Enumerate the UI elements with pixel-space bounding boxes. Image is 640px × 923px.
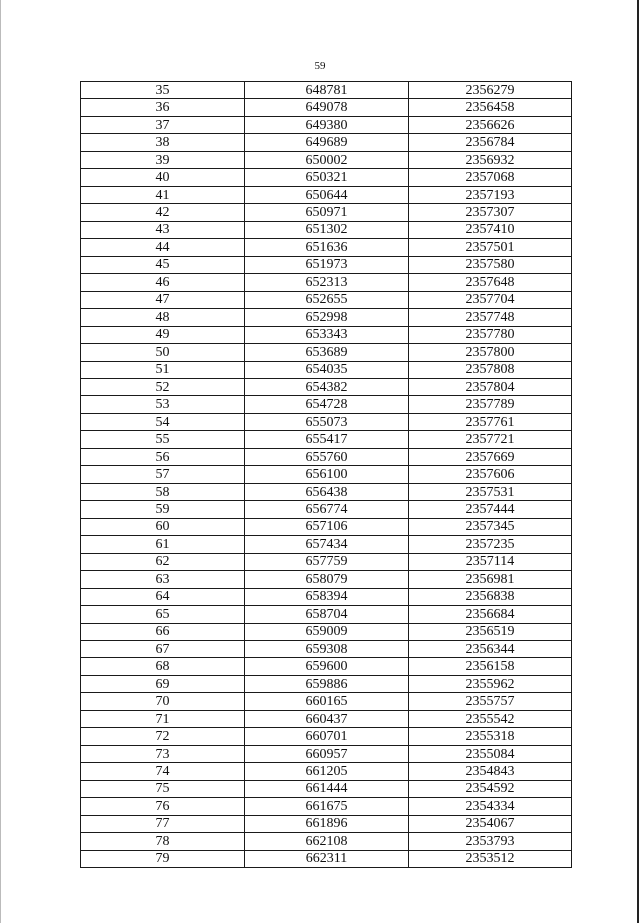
point-number-cell: 47 [81,291,245,308]
point-number-cell: 72 [81,728,245,745]
x-coordinate-cell: 657106 [245,518,409,535]
point-number-cell: 60 [81,518,245,535]
x-coordinate-cell: 656774 [245,501,409,518]
table-row [81,501,572,518]
y-coordinate-cell: 2356684 [409,606,572,623]
table-row [81,728,572,745]
table-row [81,571,572,588]
table-row [81,82,572,99]
point-number-cell: 71 [81,710,245,727]
x-coordinate-cell: 662108 [245,833,409,850]
point-number-cell: 79 [81,850,245,867]
x-coordinate-cell: 649689 [245,134,409,151]
y-coordinate-cell: 2357721 [409,431,572,448]
table-row [81,483,572,500]
point-number-cell: 65 [81,606,245,623]
table-row [81,239,572,256]
y-coordinate-cell: 2355542 [409,710,572,727]
x-coordinate-cell: 649078 [245,99,409,116]
point-number-cell: 53 [81,396,245,413]
table-row [81,431,572,448]
point-number-cell: 76 [81,798,245,815]
page-left-edge [0,0,1,923]
point-number-cell: 51 [81,361,245,378]
x-coordinate-cell: 648781 [245,82,409,99]
y-coordinate-cell: 2353793 [409,833,572,850]
point-number-cell: 37 [81,116,245,133]
x-coordinate-cell: 651636 [245,239,409,256]
y-coordinate-cell: 2357780 [409,326,572,343]
x-coordinate-cell: 659308 [245,641,409,658]
point-number-cell: 52 [81,378,245,395]
x-coordinate-cell: 657759 [245,553,409,570]
table-row [81,378,572,395]
x-coordinate-cell: 649380 [245,116,409,133]
y-coordinate-cell: 2357444 [409,501,572,518]
table-row [81,344,572,361]
y-coordinate-cell: 2354067 [409,815,572,832]
y-coordinate-cell: 2356458 [409,99,572,116]
table-row [81,833,572,850]
point-number-cell: 49 [81,326,245,343]
point-number-cell: 54 [81,413,245,430]
point-number-cell: 74 [81,763,245,780]
y-coordinate-cell: 2357410 [409,221,572,238]
x-coordinate-cell: 653689 [245,344,409,361]
table-row [81,606,572,623]
point-number-cell: 38 [81,134,245,151]
table-row [81,466,572,483]
table-row [81,518,572,535]
point-number-cell: 59 [81,501,245,518]
y-coordinate-cell: 2357235 [409,536,572,553]
point-number-cell: 73 [81,745,245,762]
point-number-cell: 61 [81,536,245,553]
y-coordinate-cell: 2354334 [409,798,572,815]
point-number-cell: 39 [81,151,245,168]
y-coordinate-cell: 2357704 [409,291,572,308]
table-row [81,256,572,273]
point-number-cell: 35 [81,82,245,99]
y-coordinate-cell: 2356279 [409,82,572,99]
y-coordinate-cell: 2357068 [409,169,572,186]
point-number-cell: 70 [81,693,245,710]
table-row [81,745,572,762]
y-coordinate-cell: 2355084 [409,745,572,762]
table-row [81,361,572,378]
x-coordinate-cell: 650321 [245,169,409,186]
table-row [81,186,572,203]
table-row [81,588,572,605]
x-coordinate-cell: 661205 [245,763,409,780]
table-row [81,658,572,675]
table-row [81,763,572,780]
table-row [81,798,572,815]
y-coordinate-cell: 2355962 [409,675,572,692]
table-row [81,134,572,151]
page-number: 59 [314,60,326,72]
x-coordinate-cell: 659886 [245,675,409,692]
x-coordinate-cell: 659009 [245,623,409,640]
point-number-cell: 68 [81,658,245,675]
y-coordinate-cell: 2357193 [409,186,572,203]
y-coordinate-cell: 2357531 [409,483,572,500]
table-row [81,641,572,658]
table-row [81,413,572,430]
point-number-cell: 56 [81,448,245,465]
x-coordinate-cell: 660437 [245,710,409,727]
table-row [81,675,572,692]
x-coordinate-cell: 658394 [245,588,409,605]
x-coordinate-cell: 661444 [245,780,409,797]
point-number-cell: 48 [81,309,245,326]
x-coordinate-cell: 660701 [245,728,409,745]
y-coordinate-cell: 2354843 [409,763,572,780]
point-number-cell: 78 [81,833,245,850]
y-coordinate-cell: 2357808 [409,361,572,378]
x-coordinate-cell: 660165 [245,693,409,710]
y-coordinate-cell: 2357761 [409,413,572,430]
y-coordinate-cell: 2356981 [409,571,572,588]
table-row [81,99,572,116]
table-body [81,82,572,868]
table-row [81,710,572,727]
y-coordinate-cell: 2357501 [409,239,572,256]
y-coordinate-cell: 2356932 [409,151,572,168]
point-number-cell: 57 [81,466,245,483]
table-row [81,204,572,221]
point-number-cell: 41 [81,186,245,203]
y-coordinate-cell: 2357669 [409,448,572,465]
y-coordinate-cell: 2355757 [409,693,572,710]
x-coordinate-cell: 661675 [245,798,409,815]
page-right-edge [637,0,639,923]
table-row [81,221,572,238]
x-coordinate-cell: 660957 [245,745,409,762]
x-coordinate-cell: 654035 [245,361,409,378]
y-coordinate-cell: 2357800 [409,344,572,361]
x-coordinate-cell: 657434 [245,536,409,553]
y-coordinate-cell: 2357789 [409,396,572,413]
point-number-cell: 50 [81,344,245,361]
point-number-cell: 42 [81,204,245,221]
y-coordinate-cell: 2357606 [409,466,572,483]
y-coordinate-cell: 2357748 [409,309,572,326]
y-coordinate-cell: 2357804 [409,378,572,395]
x-coordinate-cell: 654382 [245,378,409,395]
point-number-cell: 77 [81,815,245,832]
table-row [81,169,572,186]
point-number-cell: 44 [81,239,245,256]
y-coordinate-cell: 2356344 [409,641,572,658]
x-coordinate-cell: 652998 [245,309,409,326]
point-number-cell: 40 [81,169,245,186]
x-coordinate-cell: 659600 [245,658,409,675]
y-coordinate-cell: 2357307 [409,204,572,221]
table-row [81,553,572,570]
x-coordinate-cell: 651302 [245,221,409,238]
x-coordinate-cell: 653343 [245,326,409,343]
y-coordinate-cell: 2353512 [409,850,572,867]
y-coordinate-cell: 2354592 [409,780,572,797]
table-row [81,780,572,797]
point-number-cell: 62 [81,553,245,570]
x-coordinate-cell: 656438 [245,483,409,500]
x-coordinate-cell: 650644 [245,186,409,203]
x-coordinate-cell: 655417 [245,431,409,448]
table-row [81,396,572,413]
point-number-cell: 46 [81,274,245,291]
point-number-cell: 58 [81,483,245,500]
x-coordinate-cell: 662311 [245,850,409,867]
x-coordinate-cell: 658704 [245,606,409,623]
y-coordinate-cell: 2357580 [409,256,572,273]
y-coordinate-cell: 2356519 [409,623,572,640]
table-row [81,693,572,710]
x-coordinate-cell: 655073 [245,413,409,430]
x-coordinate-cell: 650971 [245,204,409,221]
x-coordinate-cell: 656100 [245,466,409,483]
point-number-cell: 36 [81,99,245,116]
y-coordinate-cell: 2356158 [409,658,572,675]
table-row [81,116,572,133]
point-number-cell: 66 [81,623,245,640]
y-coordinate-cell: 2357345 [409,518,572,535]
point-number-cell: 69 [81,675,245,692]
table-row [81,815,572,832]
point-number-cell: 63 [81,571,245,588]
point-number-cell: 64 [81,588,245,605]
y-coordinate-cell: 2356838 [409,588,572,605]
table-row [81,536,572,553]
point-number-cell: 43 [81,221,245,238]
table-row [81,291,572,308]
point-number-cell: 45 [81,256,245,273]
x-coordinate-cell: 652655 [245,291,409,308]
table-row [81,151,572,168]
table-row [81,623,572,640]
point-number-cell: 75 [81,780,245,797]
point-number-cell: 55 [81,431,245,448]
x-coordinate-cell: 651973 [245,256,409,273]
x-coordinate-cell: 652313 [245,274,409,291]
x-coordinate-cell: 650002 [245,151,409,168]
table-row [81,850,572,867]
y-coordinate-cell: 2357114 [409,553,572,570]
y-coordinate-cell: 2355318 [409,728,572,745]
y-coordinate-cell: 2356784 [409,134,572,151]
table-row [81,326,572,343]
y-coordinate-cell: 2357648 [409,274,572,291]
table-row [81,309,572,326]
point-number-cell: 67 [81,641,245,658]
coordinate-table [80,81,572,868]
y-coordinate-cell: 2356626 [409,116,572,133]
x-coordinate-cell: 661896 [245,815,409,832]
x-coordinate-cell: 658079 [245,571,409,588]
table-row [81,448,572,465]
coordinate-table-container [80,81,571,868]
x-coordinate-cell: 654728 [245,396,409,413]
x-coordinate-cell: 655760 [245,448,409,465]
table-row [81,274,572,291]
